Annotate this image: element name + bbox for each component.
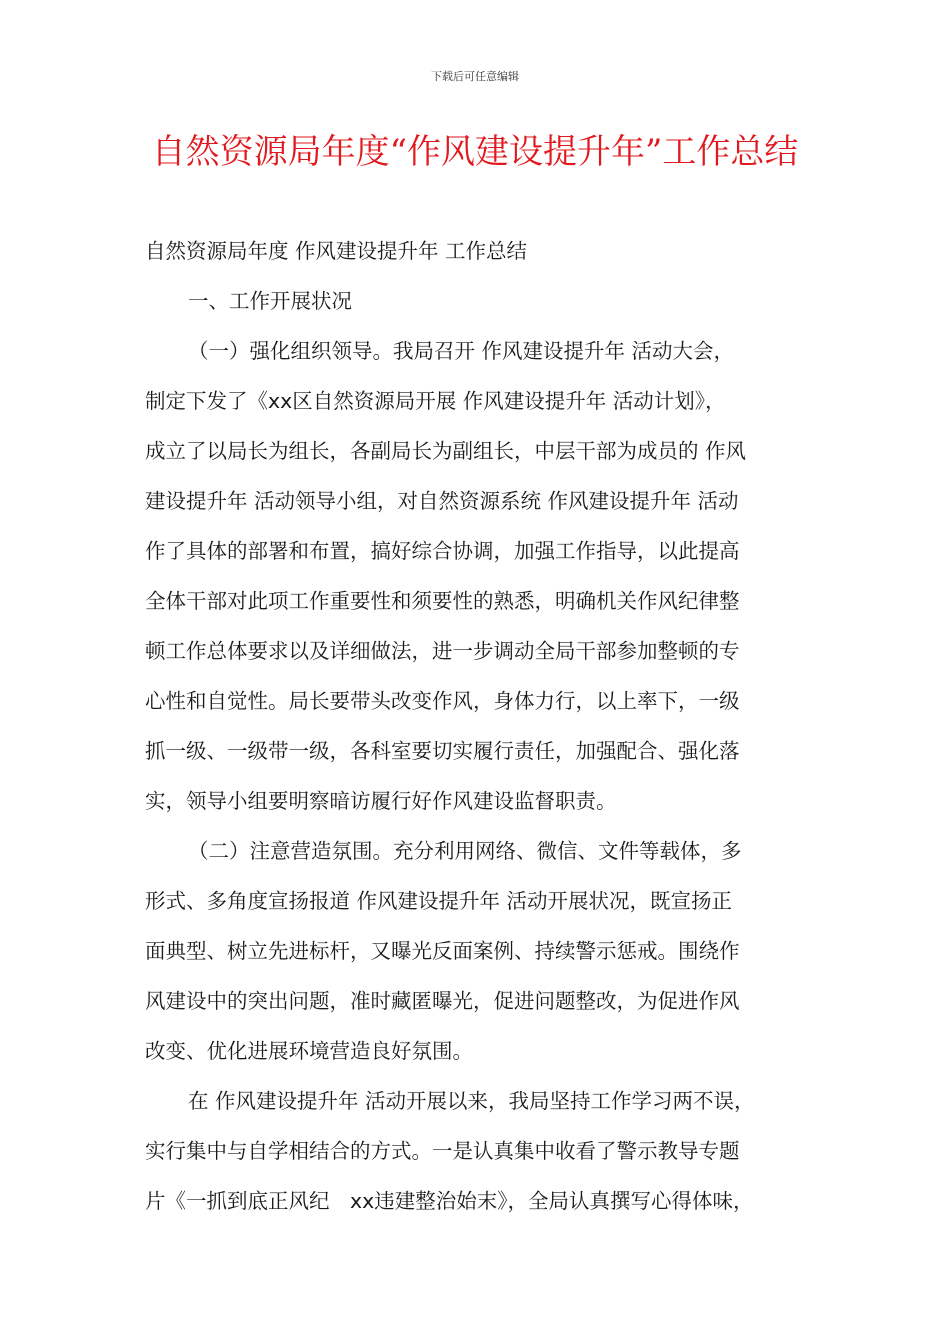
body-line: 制定下发了《xx区自然资源局开展 作风建设提升年 活动计划》， (145, 389, 726, 413)
body-line: 顿工作总体要求以及详细做法，进一步调动全局干部参加整顿的专 (145, 639, 740, 663)
body-line: 自然资源局年度 作风建设提升年 工作总结 (145, 239, 528, 263)
document-title: 自然资源局年度“作风建设提升年”工作总结 (151, 132, 799, 172)
body-line: 作了具体的部署和布置，搞好综合协调，加强工作指导，以此提高 (145, 539, 740, 563)
body-line: 建设提升年 活动领导小组，对自然资源系统 作风建设提升年 活动 (145, 489, 739, 513)
body-line: 面典型、树立先进标杆，又曝光反面案例、持续警示惩戒。围绕作 (145, 939, 740, 963)
body-line: 心性和自觉性。局长要带头改变作风，身体力行，以上率下，一级 (145, 689, 740, 713)
body-line: 改变、优化进展环境营造良好氛围。 (145, 1039, 473, 1063)
body-line: 实行集中与自学相结合的方式。一是认真集中收看了警示教导专题 (145, 1139, 740, 1163)
body-line: 成立了以局长为组长，各副局长为副组长，中层干部为成员的 作风 (145, 439, 747, 463)
body-line: 在 作风建设提升年 活动开展以来，我局坚持工作学习两不误， (188, 1089, 755, 1113)
body-line: 风建设中的突出问题，准时藏匿曝光，促进问题整改，为促进作风 (145, 989, 740, 1013)
body-line: 抓一级、一级带一级，各科室要切实履行责任，加强配合、强化落 (145, 739, 740, 763)
document-body (145, 226, 817, 1226)
body-line: 形式、多角度宣扬报道 作风建设提升年 活动开展状况，既宣扬正 (145, 889, 733, 913)
body-line: 全体干部对此项工作重要性和须要性的熟悉，明确机关作风纪律整 (145, 589, 740, 613)
header-note: 下载后可任意编辑 (431, 70, 519, 83)
body-line: （二）注意营造氛围。充分利用网络、微信、文件等载体，多 (188, 839, 742, 863)
body-line: （一）强化组织领导。我局召开 作风建设提升年 活动大会， (188, 339, 735, 363)
body-line: 片《一抓到底正风纪 xx违建整治始末》，全局认真撰写心得体味， (145, 1189, 754, 1213)
body-line: 一、工作开展状况 (188, 289, 352, 313)
body-line: 实，领导小组要明察暗访履行好作风建设监督职责。 (145, 789, 617, 813)
